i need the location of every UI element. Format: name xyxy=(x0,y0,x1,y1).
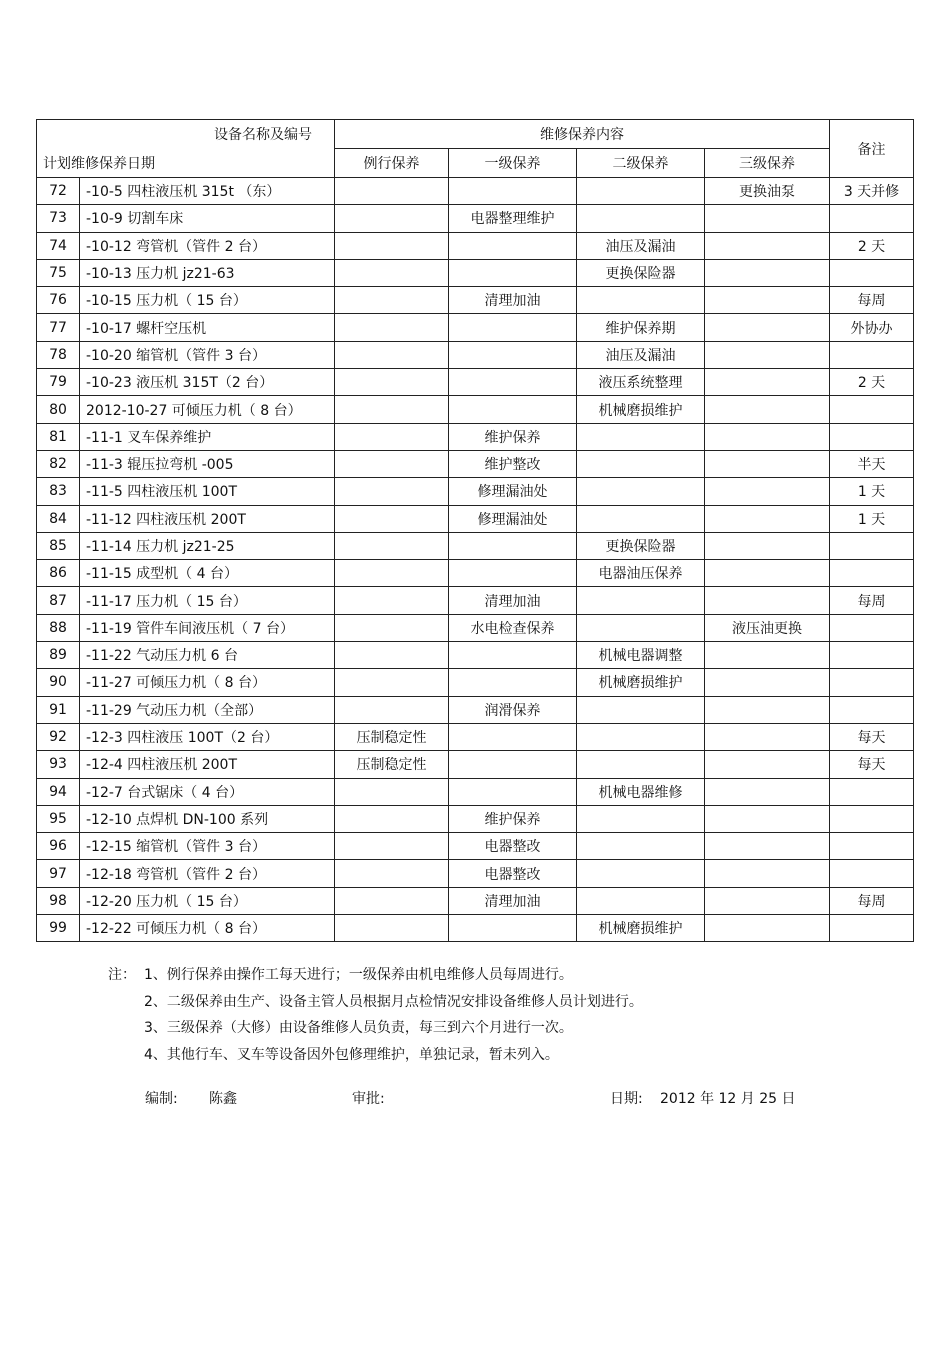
table-row xyxy=(37,696,914,723)
maintenance-table xyxy=(36,119,914,942)
table-row xyxy=(37,396,914,423)
routine-cell xyxy=(335,860,449,887)
row-number-cell: 79 xyxy=(37,369,80,396)
level1-cell: 润滑保养 xyxy=(449,696,577,723)
remark-cell: 2 天 xyxy=(830,232,914,259)
level2-cell: 液压系统整理 xyxy=(577,369,705,396)
level3-column-header: 三级保养 xyxy=(705,149,830,178)
remark-cell: 每天 xyxy=(830,723,914,750)
level3-cell xyxy=(705,778,830,805)
device-cell: -12-4 四柱液压机 200T xyxy=(80,751,335,778)
routine-cell xyxy=(335,532,449,559)
device-cell: -10-13 压力机 jz21-63 xyxy=(80,259,335,286)
routine-cell xyxy=(335,341,449,368)
row-number-cell: 91 xyxy=(37,696,80,723)
remark-cell xyxy=(830,341,914,368)
routine-cell xyxy=(335,614,449,641)
notes-section xyxy=(108,962,643,1068)
approver-label: 审批: xyxy=(352,1091,385,1107)
routine-cell xyxy=(335,669,449,696)
content-column-header: 维修保养内容 xyxy=(335,120,830,149)
routine-cell xyxy=(335,560,449,587)
remark-cell: 3 天并修 xyxy=(830,178,914,205)
remark-column-header: 备注 xyxy=(830,120,914,178)
level2-cell xyxy=(577,450,705,477)
remark-cell xyxy=(830,669,914,696)
device-cell: -12-20 压力机（ 15 台） xyxy=(80,887,335,914)
remark-cell xyxy=(830,805,914,832)
table-row xyxy=(37,751,914,778)
row-number-cell: 74 xyxy=(37,232,80,259)
level3-cell xyxy=(705,478,830,505)
level1-cell xyxy=(449,642,577,669)
remark-cell xyxy=(830,205,914,232)
device-cell: -11-14 压力机 jz21-25 xyxy=(80,532,335,559)
table-row xyxy=(37,614,914,641)
row-number-cell: 97 xyxy=(37,860,80,887)
remark-cell xyxy=(830,833,914,860)
routine-column-header: 例行保养 xyxy=(335,149,449,178)
device-cell: -10-20 缩管机（管件 3 台） xyxy=(80,341,335,368)
row-number-cell: 99 xyxy=(37,915,80,942)
level3-cell xyxy=(705,669,830,696)
device-cell: -10-17 螺杆空压机 xyxy=(80,314,335,341)
routine-cell xyxy=(335,887,449,914)
level2-cell: 油压及漏油 xyxy=(577,232,705,259)
level2-cell: 维护保养期 xyxy=(577,314,705,341)
date-column-header: 计划维修保养日期 xyxy=(43,156,155,172)
remark-cell: 每周 xyxy=(830,287,914,314)
table-row xyxy=(37,915,914,942)
remark-cell xyxy=(830,614,914,641)
device-cell: -11-17 压力机（ 15 台） xyxy=(80,587,335,614)
level1-cell xyxy=(449,232,577,259)
remark-cell: 1 天 xyxy=(830,478,914,505)
routine-cell xyxy=(335,369,449,396)
table-row xyxy=(37,259,914,286)
level1-cell xyxy=(449,778,577,805)
table-row xyxy=(37,642,914,669)
remark-cell xyxy=(830,532,914,559)
level2-cell: 机械磨损维护 xyxy=(577,915,705,942)
remark-cell: 1 天 xyxy=(830,505,914,532)
row-number-cell: 83 xyxy=(37,478,80,505)
row-number-cell: 84 xyxy=(37,505,80,532)
device-cell: -12-15 缩管机（管件 3 台） xyxy=(80,833,335,860)
device-cell: -11-27 可倾压力机（ 8 台） xyxy=(80,669,335,696)
level1-cell xyxy=(449,396,577,423)
table-row xyxy=(37,450,914,477)
table-row xyxy=(37,833,914,860)
device-cell: -12-22 可倾压力机（ 8 台） xyxy=(80,915,335,942)
remark-cell xyxy=(830,259,914,286)
remark-cell xyxy=(830,696,914,723)
level3-cell xyxy=(705,560,830,587)
row-number-cell: 77 xyxy=(37,314,80,341)
level3-cell xyxy=(705,396,830,423)
row-number-cell: 82 xyxy=(37,450,80,477)
level3-cell xyxy=(705,696,830,723)
level3-cell xyxy=(705,205,830,232)
table-row xyxy=(37,232,914,259)
device-cell: -10-23 液压机 315T（2 台） xyxy=(80,369,335,396)
header-corner-cell xyxy=(37,120,335,178)
level1-cell: 电器整改 xyxy=(449,860,577,887)
level3-cell xyxy=(705,833,830,860)
table-row xyxy=(37,178,914,205)
level1-cell xyxy=(449,915,577,942)
level3-cell xyxy=(705,860,830,887)
level3-cell xyxy=(705,314,830,341)
row-number-cell: 96 xyxy=(37,833,80,860)
routine-cell xyxy=(335,314,449,341)
remark-cell: 每周 xyxy=(830,887,914,914)
level1-cell xyxy=(449,532,577,559)
remark-cell xyxy=(830,860,914,887)
device-cell: -11-5 四柱液压机 100T xyxy=(80,478,335,505)
remark-cell: 2 天 xyxy=(830,369,914,396)
device-cell: -10-15 压力机（ 15 台） xyxy=(80,287,335,314)
level2-cell: 机械电器维修 xyxy=(577,778,705,805)
level2-cell xyxy=(577,860,705,887)
remark-cell xyxy=(830,423,914,450)
device-cell: -12-7 台式锯床（ 4 台） xyxy=(80,778,335,805)
level1-cell: 清理加油 xyxy=(449,887,577,914)
level2-cell xyxy=(577,833,705,860)
row-number-cell: 85 xyxy=(37,532,80,559)
level2-cell xyxy=(577,696,705,723)
row-number-cell: 98 xyxy=(37,887,80,914)
level3-cell: 更换油泵 xyxy=(705,178,830,205)
device-cell: -10-12 弯管机（管件 2 台） xyxy=(80,232,335,259)
routine-cell xyxy=(335,396,449,423)
level3-cell xyxy=(705,915,830,942)
routine-cell xyxy=(335,205,449,232)
level2-cell: 更换保险器 xyxy=(577,259,705,286)
row-number-cell: 88 xyxy=(37,614,80,641)
level3-cell xyxy=(705,287,830,314)
notes-prefix: 注： xyxy=(108,967,136,983)
row-number-cell: 90 xyxy=(37,669,80,696)
level1-cell: 水电检查保养 xyxy=(449,614,577,641)
level2-cell xyxy=(577,723,705,750)
remark-cell: 半天 xyxy=(830,450,914,477)
note-item: 1、例行保养由操作工每天进行；一级保养由机电维修人员每周进行。 xyxy=(144,967,573,983)
level1-cell xyxy=(449,669,577,696)
level2-cell xyxy=(577,205,705,232)
level1-cell: 电器整理维护 xyxy=(449,205,577,232)
row-number-cell: 72 xyxy=(37,178,80,205)
device-cell: -12-10 点焊机 DN-100 系列 xyxy=(80,805,335,832)
table-row xyxy=(37,587,914,614)
device-cell: -11-12 四柱液压机 200T xyxy=(80,505,335,532)
level2-cell xyxy=(577,587,705,614)
table-row xyxy=(37,287,914,314)
table-row xyxy=(37,723,914,750)
note-line xyxy=(108,989,643,1016)
level3-cell xyxy=(705,642,830,669)
level2-cell xyxy=(577,478,705,505)
routine-cell: 压制稳定性 xyxy=(335,751,449,778)
compiler-name: 陈鑫 xyxy=(209,1091,237,1107)
level2-cell: 机械电器调整 xyxy=(577,642,705,669)
row-number-cell: 89 xyxy=(37,642,80,669)
remark-cell: 外协办 xyxy=(830,314,914,341)
level2-column-header: 二级保养 xyxy=(577,149,705,178)
level1-cell: 清理加油 xyxy=(449,287,577,314)
device-cell: -12-3 四柱液压 100T（2 台） xyxy=(80,723,335,750)
row-number-cell: 92 xyxy=(37,723,80,750)
level2-cell: 更换保险器 xyxy=(577,532,705,559)
date-label: 日期: xyxy=(610,1091,643,1107)
date-value: 2012 年 12 月 25 日 xyxy=(660,1091,796,1107)
table-row xyxy=(37,778,914,805)
level1-cell xyxy=(449,259,577,286)
device-column-header: 设备名称及编号 xyxy=(214,127,312,143)
level1-cell: 维护保养 xyxy=(449,423,577,450)
routine-cell xyxy=(335,478,449,505)
row-number-cell: 80 xyxy=(37,396,80,423)
level3-cell xyxy=(705,887,830,914)
level3-cell xyxy=(705,450,830,477)
routine-cell xyxy=(335,778,449,805)
device-cell: -11-15 成型机（ 4 台） xyxy=(80,560,335,587)
routine-cell xyxy=(335,833,449,860)
level3-cell xyxy=(705,505,830,532)
level1-cell xyxy=(449,341,577,368)
row-number-cell: 95 xyxy=(37,805,80,832)
level3-cell xyxy=(705,587,830,614)
table-row xyxy=(37,478,914,505)
remark-cell xyxy=(830,642,914,669)
device-cell: -10-9 切割车床 xyxy=(80,205,335,232)
row-number-cell: 73 xyxy=(37,205,80,232)
table-row xyxy=(37,532,914,559)
table-row xyxy=(37,314,914,341)
level1-cell xyxy=(449,369,577,396)
level3-cell xyxy=(705,751,830,778)
routine-cell xyxy=(335,505,449,532)
routine-cell xyxy=(335,450,449,477)
row-number-cell: 94 xyxy=(37,778,80,805)
level1-cell: 维护保养 xyxy=(449,805,577,832)
routine-cell xyxy=(335,805,449,832)
table-row xyxy=(37,205,914,232)
routine-cell xyxy=(335,287,449,314)
row-number-cell: 81 xyxy=(37,423,80,450)
row-number-cell: 86 xyxy=(37,560,80,587)
remark-cell xyxy=(830,396,914,423)
level3-cell xyxy=(705,232,830,259)
note-item: 4、其他行车、叉车等设备因外包修理维护，单独记录，暂未列入。 xyxy=(144,1046,559,1063)
remark-cell: 每天 xyxy=(830,751,914,778)
routine-cell xyxy=(335,696,449,723)
level2-cell: 油压及漏油 xyxy=(577,341,705,368)
level3-cell: 液压油更换 xyxy=(705,614,830,641)
routine-cell xyxy=(335,232,449,259)
level3-cell xyxy=(705,259,830,286)
table-row xyxy=(37,887,914,914)
level2-cell xyxy=(577,178,705,205)
compiler-label: 编制: xyxy=(145,1091,178,1107)
table-row xyxy=(37,860,914,887)
table-body xyxy=(37,178,914,942)
table-row xyxy=(37,341,914,368)
level1-cell xyxy=(449,314,577,341)
level3-cell xyxy=(705,532,830,559)
row-number-cell: 93 xyxy=(37,751,80,778)
device-cell: -10-5 四柱液压机 315t （东） xyxy=(80,178,335,205)
table-row xyxy=(37,505,914,532)
level3-cell xyxy=(705,805,830,832)
device-cell: -11-19 管件车间液压机（ 7 台） xyxy=(80,614,335,641)
level1-column-header: 一级保养 xyxy=(449,149,577,178)
table-row xyxy=(37,369,914,396)
table-row xyxy=(37,423,914,450)
note-item: 3、三级保养（大修）由设备维修人员负责，每三到六个月进行一次。 xyxy=(144,1020,573,1036)
device-cell: -11-1 叉车保养维护 xyxy=(80,423,335,450)
level1-cell xyxy=(449,560,577,587)
level3-cell xyxy=(705,423,830,450)
table-row xyxy=(37,669,914,696)
level1-cell xyxy=(449,723,577,750)
device-cell: -12-18 弯管机（管件 2 台） xyxy=(80,860,335,887)
level1-cell: 修理漏油处 xyxy=(449,505,577,532)
level1-cell: 维护整改 xyxy=(449,450,577,477)
routine-cell xyxy=(335,259,449,286)
table-row xyxy=(37,560,914,587)
routine-cell: 压制稳定性 xyxy=(335,723,449,750)
level2-cell xyxy=(577,505,705,532)
device-cell: -11-22 气动压力机 6 台 xyxy=(80,642,335,669)
level2-cell xyxy=(577,887,705,914)
device-cell: -11-3 辊压拉弯机 -005 xyxy=(80,450,335,477)
routine-cell xyxy=(335,423,449,450)
device-cell: -11-29 气动压力机（全部） xyxy=(80,696,335,723)
row-number-cell: 76 xyxy=(37,287,80,314)
level3-cell xyxy=(705,369,830,396)
remark-cell xyxy=(830,560,914,587)
level2-cell xyxy=(577,751,705,778)
level2-cell xyxy=(577,423,705,450)
level1-cell xyxy=(449,751,577,778)
routine-cell xyxy=(335,587,449,614)
level1-cell xyxy=(449,178,577,205)
remark-cell: 每周 xyxy=(830,587,914,614)
remark-cell xyxy=(830,778,914,805)
level1-cell: 修理漏油处 xyxy=(449,478,577,505)
remark-cell xyxy=(830,915,914,942)
level3-cell xyxy=(705,723,830,750)
routine-cell xyxy=(335,178,449,205)
note-item: 2、二级保养由生产、设备主管人员根据月点检情况安排设备维修人员计划进行。 xyxy=(144,993,643,1010)
routine-cell xyxy=(335,915,449,942)
table-row xyxy=(37,805,914,832)
row-number-cell: 78 xyxy=(37,341,80,368)
note-line xyxy=(108,962,643,989)
level2-cell xyxy=(577,614,705,641)
note-line xyxy=(108,1015,643,1042)
level2-cell: 机械磨损维护 xyxy=(577,669,705,696)
level2-cell: 电器油压保养 xyxy=(577,560,705,587)
row-number-cell: 75 xyxy=(37,259,80,286)
level2-cell: 机械磨损维护 xyxy=(577,396,705,423)
level2-cell xyxy=(577,287,705,314)
level1-cell: 电器整改 xyxy=(449,833,577,860)
level2-cell xyxy=(577,805,705,832)
level3-cell xyxy=(705,341,830,368)
level1-cell: 清理加油 xyxy=(449,587,577,614)
routine-cell xyxy=(335,642,449,669)
note-line xyxy=(108,1042,643,1069)
row-number-cell: 87 xyxy=(37,587,80,614)
device-cell: 2012-10-27 可倾压力机（ 8 台） xyxy=(80,396,335,423)
